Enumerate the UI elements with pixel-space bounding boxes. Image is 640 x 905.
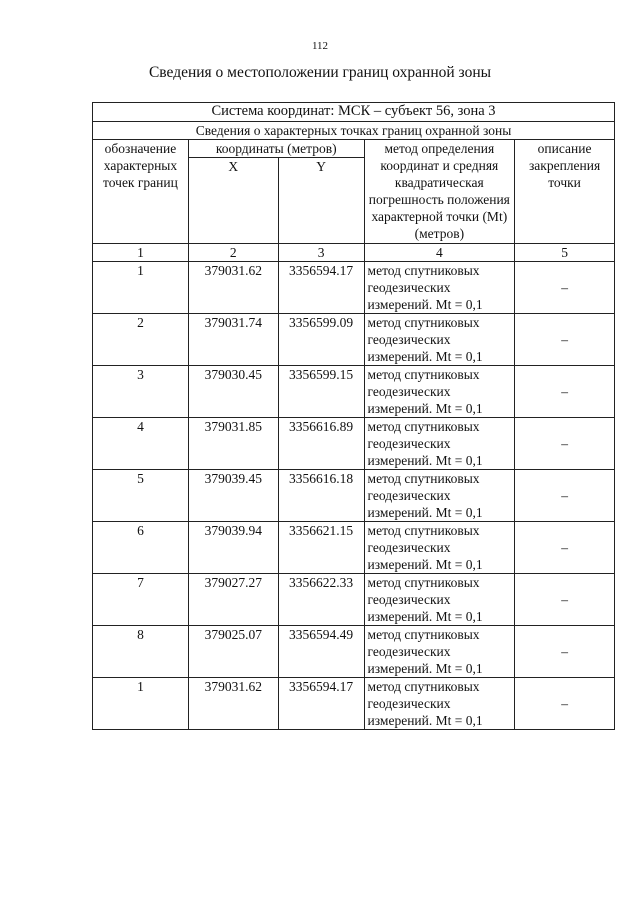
y-coordinate-cell: 3356622.33 bbox=[278, 574, 364, 626]
description-cell: – bbox=[515, 314, 615, 366]
table-row bbox=[93, 470, 615, 522]
y-coordinate-cell: 3356594.17 bbox=[278, 262, 364, 314]
table-row bbox=[93, 418, 615, 470]
table-row bbox=[93, 314, 615, 366]
column-number: 5 bbox=[515, 244, 615, 262]
x-coordinate-cell: 379031.85 bbox=[188, 418, 278, 470]
page-number: 112 bbox=[311, 40, 329, 52]
y-coordinate-cell: 3356599.09 bbox=[278, 314, 364, 366]
column-number: 1 bbox=[93, 244, 189, 262]
header-coordinates: координаты (метров) bbox=[188, 140, 364, 158]
x-coordinate-cell: 379039.94 bbox=[188, 522, 278, 574]
description-cell: – bbox=[515, 418, 615, 470]
method-cell: метод спутниковых геодезических измерений. Mt = 0,1 bbox=[364, 470, 515, 522]
method-cell: метод спутниковых геодезических измерений. Mt = 0,1 bbox=[364, 574, 515, 626]
description-cell: – bbox=[515, 366, 615, 418]
column-number-row bbox=[93, 244, 615, 262]
header-method: метод определения координат и средняя квадратическая погрешность положения характерной точки (Mt) (метров) bbox=[364, 140, 515, 244]
point-number-cell: 1 bbox=[93, 678, 189, 730]
x-coordinate-cell: 379031.62 bbox=[188, 678, 278, 730]
description-cell: – bbox=[515, 574, 615, 626]
header-point: обозначение характерных точек границ bbox=[93, 140, 189, 244]
table-row bbox=[93, 626, 615, 678]
column-number: 3 bbox=[278, 244, 364, 262]
method-cell: метод спутниковых геодезических измерений. Mt = 0,1 bbox=[364, 418, 515, 470]
header-row bbox=[93, 140, 615, 158]
x-coordinate-cell: 379030.45 bbox=[188, 366, 278, 418]
header-y: Y bbox=[278, 158, 364, 244]
points-info-row bbox=[93, 122, 615, 140]
column-number: 4 bbox=[364, 244, 515, 262]
point-number-cell: 3 bbox=[93, 366, 189, 418]
table-row bbox=[93, 366, 615, 418]
y-coordinate-cell: 3356621.15 bbox=[278, 522, 364, 574]
description-cell: – bbox=[515, 262, 615, 314]
method-cell: метод спутниковых геодезических измерений. Mt = 0,1 bbox=[364, 678, 515, 730]
method-cell: метод спутниковых геодезических измерений. Mt = 0,1 bbox=[364, 626, 515, 678]
description-cell: – bbox=[515, 626, 615, 678]
x-coordinate-cell: 379039.45 bbox=[188, 470, 278, 522]
table-row bbox=[93, 262, 615, 314]
method-cell: метод спутниковых геодезических измерений. Mt = 0,1 bbox=[364, 366, 515, 418]
point-number-cell: 2 bbox=[93, 314, 189, 366]
header-description: описание закрепления точки bbox=[515, 140, 615, 244]
method-cell: метод спутниковых геодезических измерений. Mt = 0,1 bbox=[364, 314, 515, 366]
description-cell: – bbox=[515, 522, 615, 574]
description-cell: – bbox=[515, 470, 615, 522]
boundary-points-table bbox=[92, 102, 615, 730]
point-number-cell: 6 bbox=[93, 522, 189, 574]
method-cell: метод спутниковых геодезических измерений. Mt = 0,1 bbox=[364, 522, 515, 574]
description-cell: – bbox=[515, 678, 615, 730]
header-x: X bbox=[188, 158, 278, 244]
point-number-cell: 1 bbox=[93, 262, 189, 314]
point-number-cell: 7 bbox=[93, 574, 189, 626]
x-coordinate-cell: 379031.62 bbox=[188, 262, 278, 314]
x-coordinate-cell: 379025.07 bbox=[188, 626, 278, 678]
x-coordinate-cell: 379027.27 bbox=[188, 574, 278, 626]
y-coordinate-cell: 3356594.17 bbox=[278, 678, 364, 730]
document-title: Сведения о местоположении границ охранной зоны bbox=[148, 64, 492, 81]
y-coordinate-cell: 3356616.18 bbox=[278, 470, 364, 522]
table-row bbox=[93, 678, 615, 730]
coordinate-system-label: Система координат: МСК – субъект 56, зона 3 bbox=[93, 103, 615, 122]
y-coordinate-cell: 3356594.49 bbox=[278, 626, 364, 678]
point-number-cell: 5 bbox=[93, 470, 189, 522]
x-coordinate-cell: 379031.74 bbox=[188, 314, 278, 366]
coordinate-system-row bbox=[93, 103, 615, 122]
table-row bbox=[93, 522, 615, 574]
points-info-label: Сведения о характерных точках границ охранной зоны bbox=[93, 122, 615, 140]
y-coordinate-cell: 3356599.15 bbox=[278, 366, 364, 418]
point-number-cell: 8 bbox=[93, 626, 189, 678]
method-cell: метод спутниковых геодезических измерений. Mt = 0,1 bbox=[364, 262, 515, 314]
y-coordinate-cell: 3356616.89 bbox=[278, 418, 364, 470]
point-number-cell: 4 bbox=[93, 418, 189, 470]
table-row bbox=[93, 574, 615, 626]
column-number: 2 bbox=[188, 244, 278, 262]
